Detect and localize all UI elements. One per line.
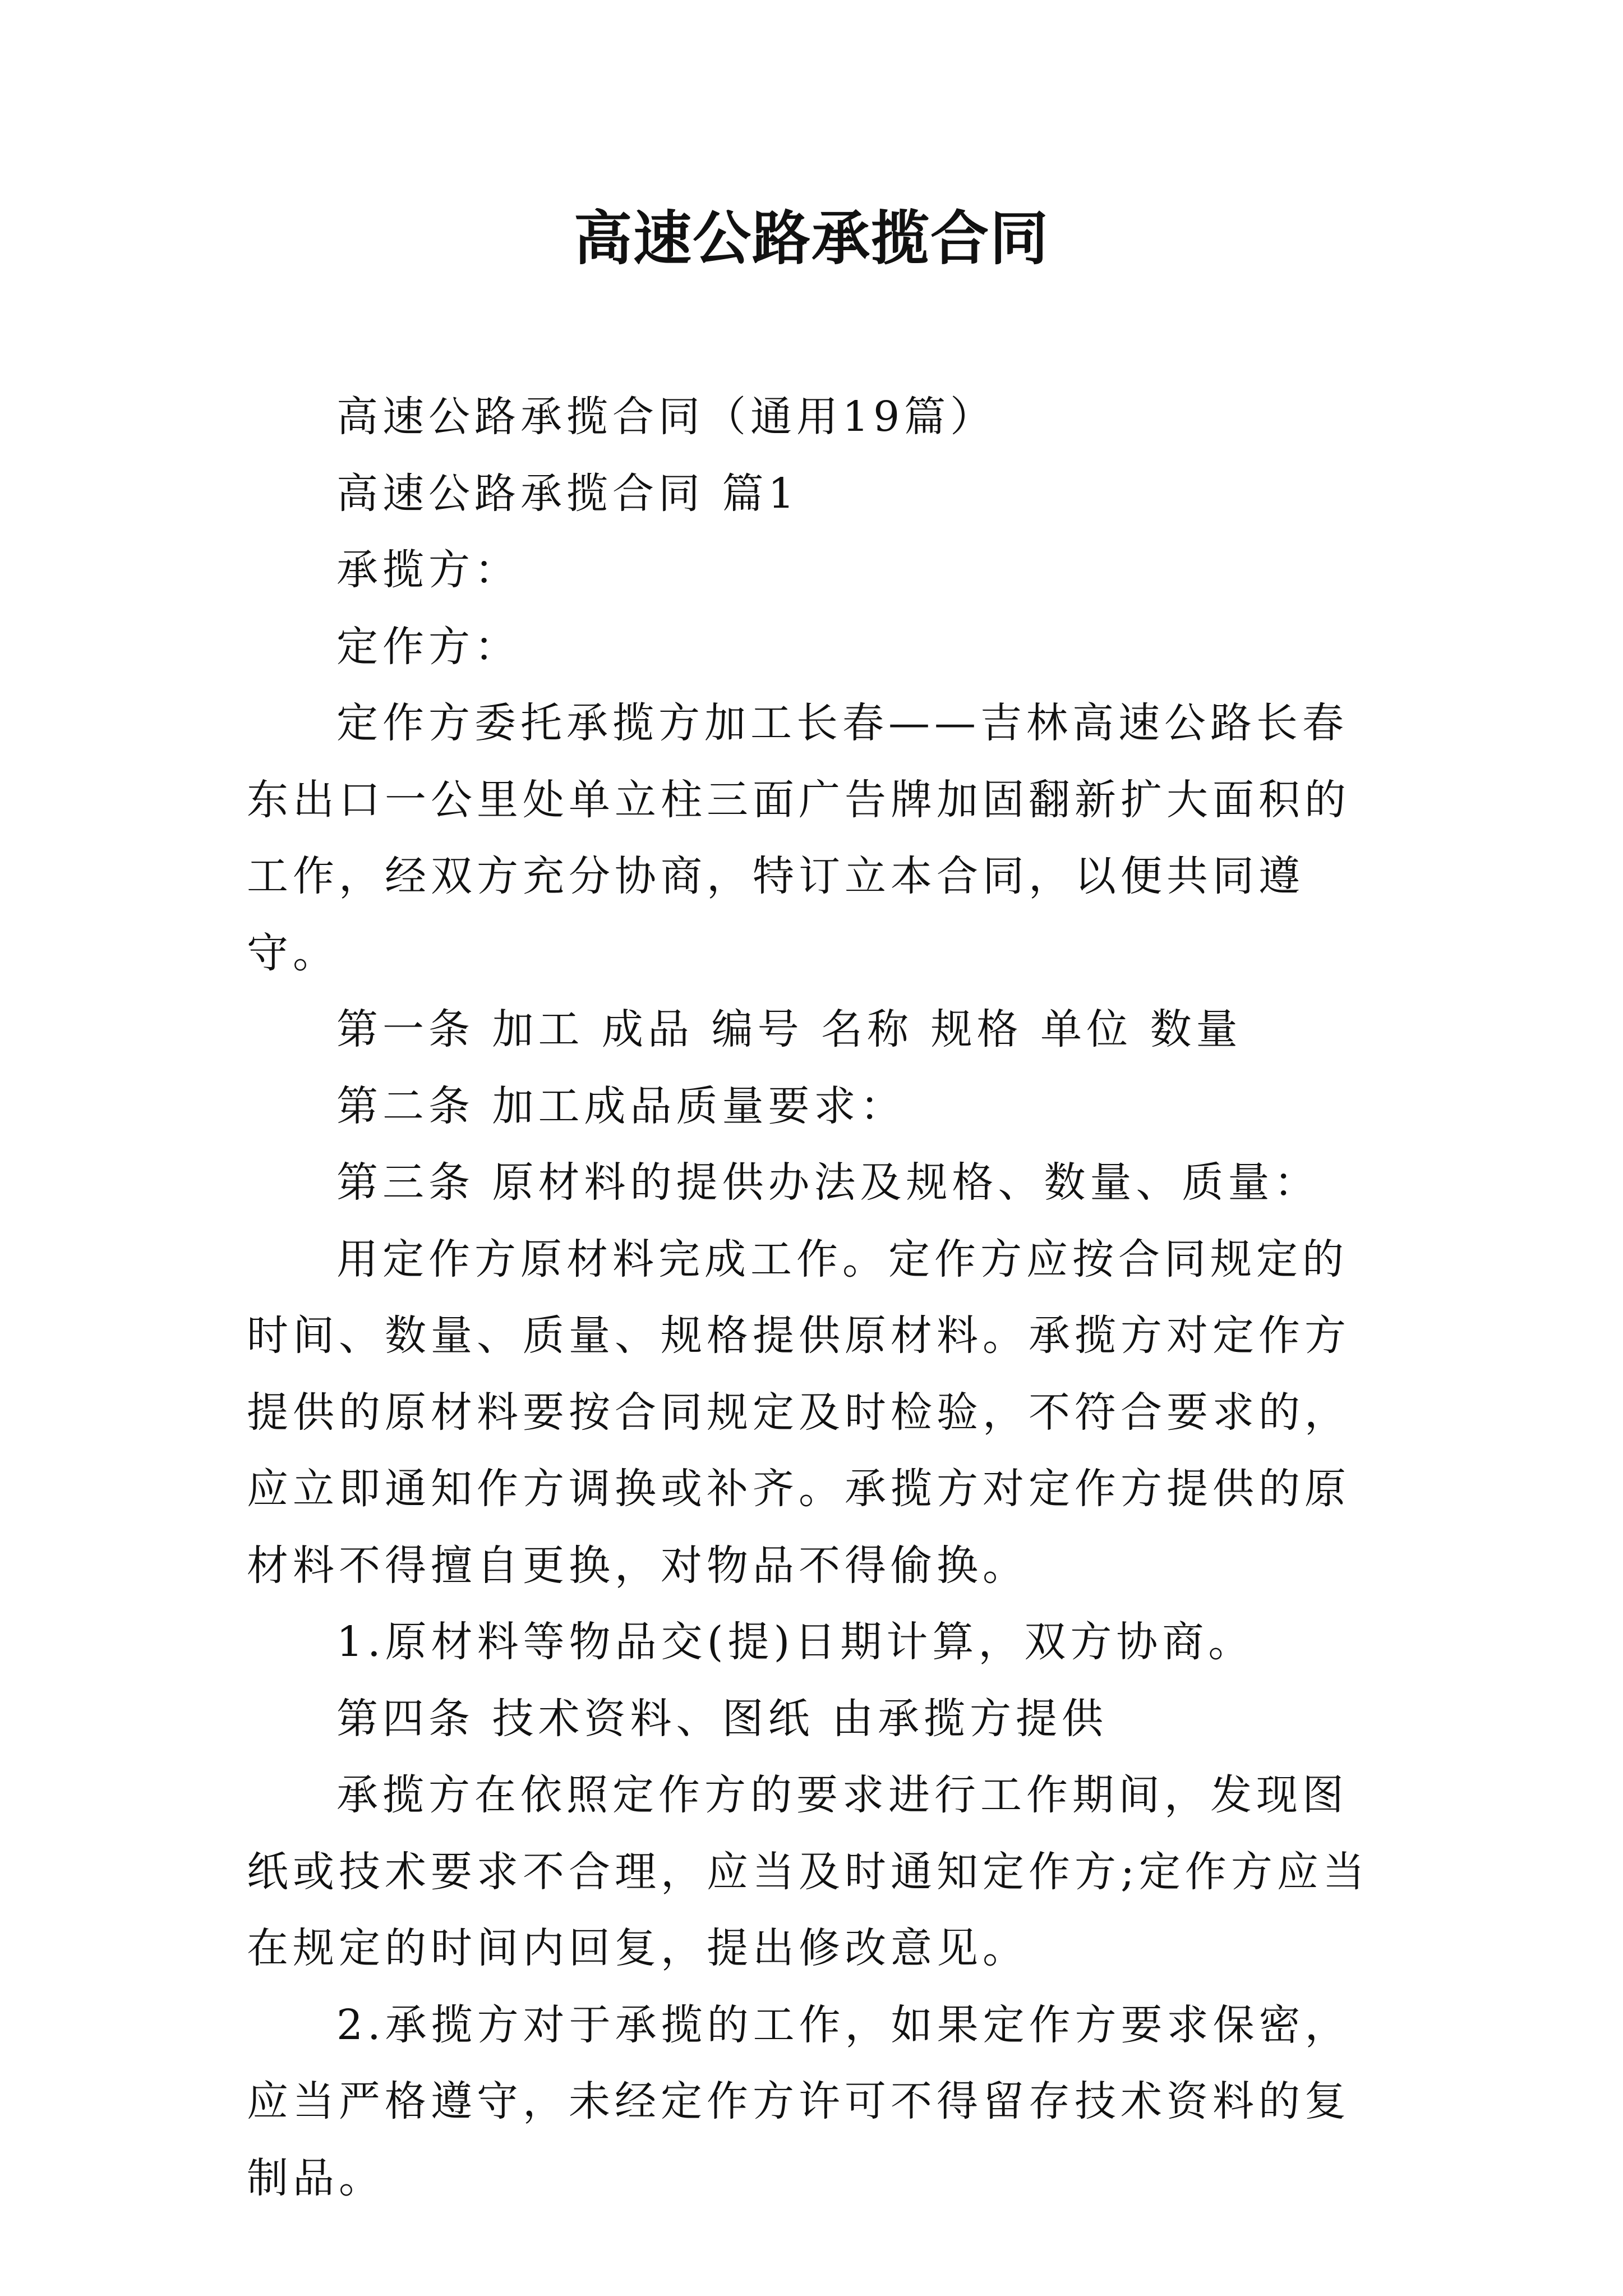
paragraph-preamble: 定作方委托承揽方加工长春——吉林高速公路长春东出口一公里处单立柱三面广告牌加固翻新扩大面积的工作，经双方充分协商，特订立本合同，以便共同遵守。 [247,699,1350,977]
paragraph-contractor: 承揽方： [336,546,520,594]
document-body [247,379,1391,2216]
paragraph-article-3: 第三条 原材料的提供办法及规格、数量、质量： [336,1158,1320,1207]
paragraph-article-4: 第四条 技术资料、图纸 由承揽方提供 [336,1694,1108,1743]
document-title: 高速公路承揽合同 [573,204,1049,273]
paragraph-article-1: 第一条 加工 成品 编号 名称 规格 单位 数量 [336,1005,1242,1053]
paragraph-item-2: 2.承揽方对于承揽的工作，如果定作方要求保密，应当严格遵守，未经定作方许可不得留存技术资料的复制品。 [247,2000,1351,2202]
paragraph-materials: 用定作方原材料完成工作。定作方应按合同规定的时间、数量、质量、规格提供原材料。承揽方对定作方提供的原材料要按合同规定及时检验，不符合要求的，应立即通知作方调换或补齐。承揽方对定作方提供的原材料不得擅自更换，对物品不得偷换。 [247,1235,1350,1590]
paragraph-technical: 承揽方在依照定作方的要求进行工作期间，发现图纸或技术要求不合理，应当及时通知定作方;定作方应当在规定的时间内回复，提出修改意见。 [247,1771,1369,1972]
paragraph-section-title: 高速公路承揽合同 篇1 [336,469,799,518]
paragraph-item-1: 1.原材料等物品交(提)日期计算，双方协商。 [336,1618,1255,1666]
paragraph-article-2: 第二条 加工成品质量要求： [336,1082,906,1130]
paragraph-heading: 高速公路承揽合同（通用19篇） [336,393,997,441]
paragraph-orderer: 定作方： [336,622,520,671]
